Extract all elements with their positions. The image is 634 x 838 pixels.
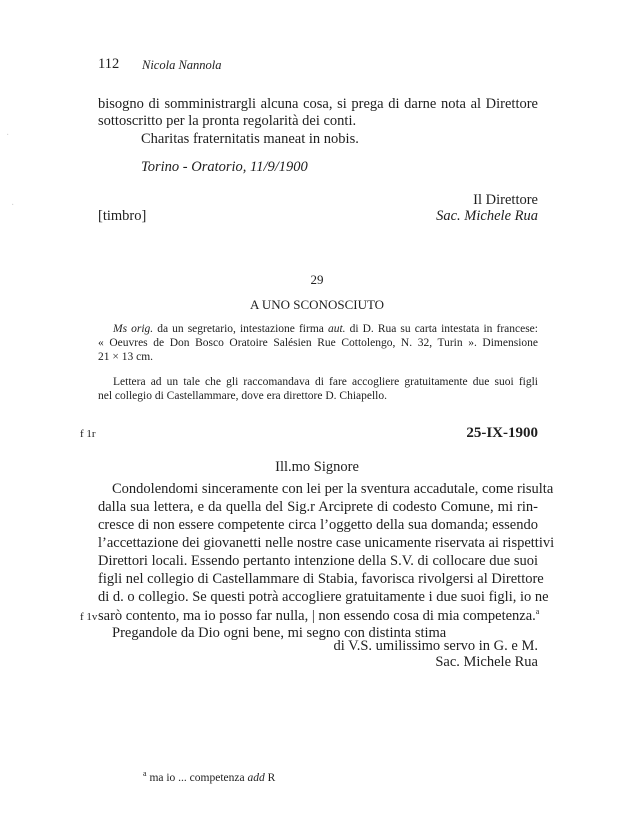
- source-note-line: Ms orig. da un segretario, intestazione firma aut. di D. Rua su carta intestata in francese:: [113, 323, 538, 335]
- footnote-marker: a: [535, 607, 540, 616]
- body-line: Direttori locali. Essendo pertanto intenzione della S.V. di collocare due suoi: [98, 553, 538, 569]
- stamp-note: [timbro]: [98, 208, 147, 224]
- body-line: dalla sua lettera, e da quella del Sig.r Arciprete di codesto Comune, mi rin-: [98, 499, 538, 515]
- body-line: figli nel collegio di Castellammare di Stabia, favorisca rivolgersi al Direttore: [98, 571, 544, 587]
- source-note-line: 21 × 13 cm.: [98, 351, 154, 363]
- body-line: Pregandole da Dio ogni bene, mi segno con distinta stima: [112, 625, 447, 641]
- footnote: $^a$ ma io ... competenza add R: [143, 769, 276, 784]
- body-line: Condolendomi sinceramente con lei per la sventura accadutale, come risulta: [112, 481, 554, 497]
- letter-number: 29: [310, 272, 324, 287]
- text-line: sottoscritto per la pronta regolarità dei conti.: [98, 113, 357, 129]
- folio-marker: f 1r: [80, 428, 96, 440]
- body-line: sarò contento, ma io posso far nulla, | non essendo cosa di mia competenza.$^a$: [98, 607, 540, 624]
- margin-speck: ·: [6, 130, 10, 141]
- letter-date: 25-IX-1900: [466, 425, 538, 441]
- summary-line: Lettera ad un tale che gli raccomandava di fare accogliere gratuitamente due suoi figli: [113, 376, 538, 388]
- footnote-marker: a: [143, 769, 147, 778]
- dateline: Torino - Oratorio, 11/9/1900: [141, 159, 308, 175]
- closing: di V.S. umilissimo servo in G. e M.: [333, 638, 538, 654]
- text-line: bisogno di somministrargli alcuna cosa, si prega di darne nota al Direttore: [98, 96, 538, 112]
- page-number: 112: [98, 56, 120, 72]
- closing-signature: Sac. Michele Rua: [435, 654, 538, 670]
- body-line: cresce di non essere competente circa l’oggetto della sua domanda; essendo: [98, 517, 538, 533]
- folio-marker: f 1v: [80, 611, 98, 623]
- signature-title: Il Direttore: [473, 192, 538, 208]
- source-note-line: « Oeuvres de Don Bosco Oratoire Salésien Rue Cottolengo, N. 32, Turin ». Dimensione: [98, 337, 538, 349]
- motto: Charitas fraternitatis maneat in nobis.: [141, 131, 359, 147]
- source-label: Ms orig.: [113, 323, 154, 335]
- body-line: di d. o collegio. Se questi potrà accogliere gratuitamente i due suoi figli, io ne: [98, 589, 549, 605]
- signature-name: Sac. Michele Rua: [436, 208, 538, 224]
- summary-line: nel collegio di Castellammare, dove era direttore D. Chiapello.: [98, 390, 387, 402]
- running-title: Nicola Nannola: [142, 58, 222, 72]
- margin-speck: ·: [11, 200, 15, 211]
- body-line: l’accettazione dei giovanetti nelle nostre case unicamente riservata ai rispettivi: [98, 535, 555, 551]
- salutation: Ill.mo Signore: [275, 459, 359, 475]
- letter-heading: A UNO SCONOSCIUTO: [249, 297, 385, 312]
